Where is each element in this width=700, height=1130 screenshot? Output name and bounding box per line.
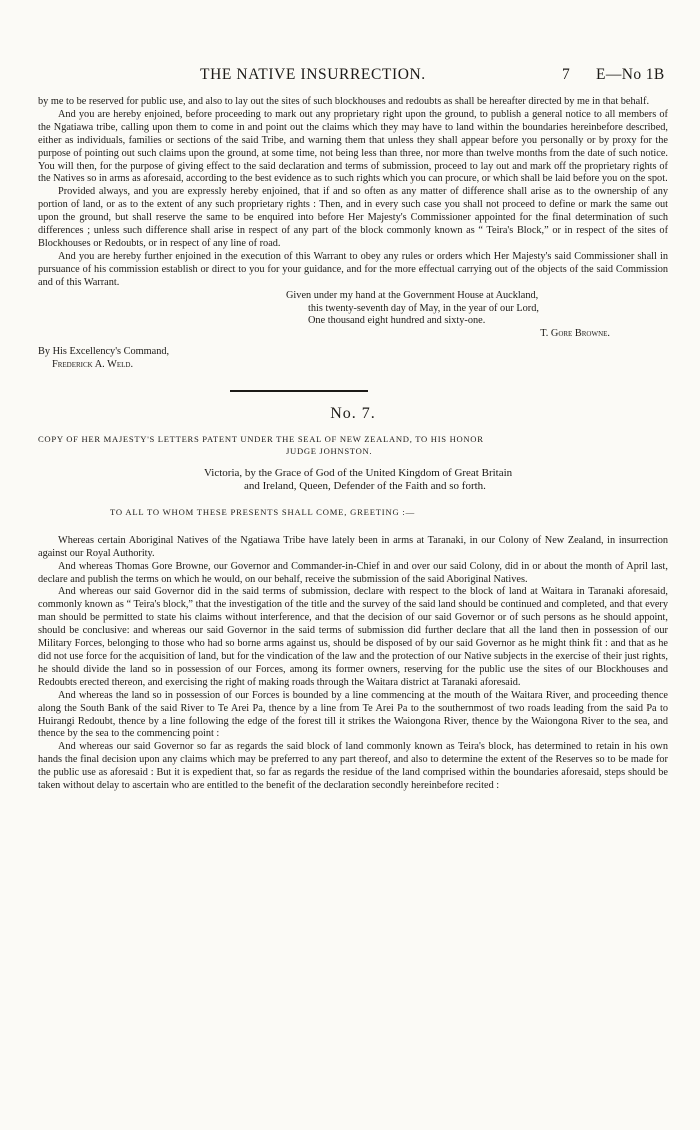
- signature-line: this twenty-seventh day of May, in the year of our Lord,: [308, 302, 539, 314]
- paragraph: And whereas Thomas Gore Browne, our Governor and Commander-in-Chief in and over our said Colony, did in or about the month of April last, declare and publish the terms on which he would, on our behalf, receive the submission of the said Aboriginal Natives.: [38, 560, 668, 585]
- caption-line: COPY OF HER MAJESTY'S LETTERS PATENT UNDER THE SEAL OF NEW ZEALAND, TO HIS HONOR: [38, 433, 484, 444]
- running-title: THE NATIVE INSURRECTION.: [200, 66, 426, 83]
- section-heading: No. 7.: [330, 405, 376, 423]
- signature-line: One thousand eight hundred and sixty-one.: [308, 315, 486, 327]
- command-signatory: Frederick A. Weld.: [52, 359, 134, 371]
- paragraph: by me to be reserved for public use, and also to lay out the sites of such blockhouses and redoubts as shall be hereafter directed by me in that behalf.: [38, 96, 650, 107]
- spacer: [38, 519, 668, 535]
- paragraph: And whereas the land so in possession of our Forces is bounded by a line commencing at the mouth of the Waitara River, and proceeding thence along the South Bank of the said River to Te Arei Pa, thence by a line from Te Arei Pa to the southernmost of two roads leading from the said Pa to Huirangi Redoubt, thence by a line following the edge of the forest till it strikes the Waiongona River, thence by the Waiongona River to the sea, and thence by the sea to the commencing point :: [38, 689, 668, 740]
- royal-style-line: and Ireland, Queen, Defender of the Faith and so forth.: [244, 480, 486, 493]
- paragraph: And you are hereby further enjoined in the execution of this Warrant to obey any rules or orders which Her Majesty's said Commissioner shall in pursuance of his commission establish or direct to you for your guidance, and for the more effectual carrying out of the objects of the said Commission and of this Warrant.: [38, 250, 668, 288]
- royal-style-line: Victoria, by the Grace of God of the United Kingdom of Great Britain: [204, 466, 513, 479]
- signatory-name: T. Gore Browne.: [540, 328, 610, 340]
- command-block: [38, 346, 668, 372]
- paragraph: Whereas certain Aboriginal Natives of the Ngatiawa Tribe have lately been in arms at Taranaki, in our Colony of New Zealand, in insurrection against our Royal Authority.: [38, 534, 668, 559]
- paragraph: And you are hereby enjoined, before proceeding to mark out any proprietary right upon the ground, to publish a general notice to all members of the Ngatiawa tribe, calling upon them to come in and point out the claims which they may have to land within the boundaries hereinbefore described, either as individuals, families or sections of the said Tribe, and warning them that unless they shall appear before you personally or by proxy for the purpose of pointing out such claims upon the ground, at some time, not being less than three, nor more than twelve months from the date of such notice. You will then, for the purpose of giving effect to the said declaration and terms of submission, proceed to lay out and mark off the proprietary rights of the Natives so in arms as aforesaid, according to the best evidence as to such rights which you can procure, or which shall be laid before you on the spot.: [38, 108, 668, 185]
- document-caption: [38, 433, 668, 458]
- greeting-line: TO ALL TO WHOM THESE PRESENTS SHALL COME, GREETING :—: [110, 506, 415, 517]
- page-number: 7: [562, 66, 570, 83]
- paragraph: And whereas our said Governor did in the said terms of submission, declare with respect to the block of land at Waitara in Taranaki aforesaid, commonly known as “ Teira's block,” that the investigation of the title and the survey of the said land should be continued and completed, and that every man should be permitted to state his claims without interference, and that the decision of our said Governor or of such persons as he should appoint, should be conclusive: and whereas our said Governor in the said terms of submission did further declare that all the land then in possession of our Military Forces, belonging to those who had so borne arms against us, should be disposed of by our said Governor as he might think fit : and that as he did not use force for the acquisition of land, but for the vindication of the law and the protection of our Native subjects in the exercise of their just rights, he should divide the land so in possession of our Forces, among its former owners, reserving for the public use the sites of our Blockhouses and Redoubts erected thereon, and exercising the right of making roads through the Waitara district at Taranaki aforesaid.: [38, 586, 668, 688]
- paragraph: Provided always, and you are expressly hereby enjoined, that if and so often as any matter of difference shall arise as to the ownership of any portion of land, or as to the extent of any such proprietary rights : Then, and in every such case you shall not proceed to define or mark the same out upon the ground, but shall reserve the same to be enquired into before Her Majesty's Commissioner appointed for the final determination of such differences ; unless such difference shall arise in respect of any part of the block commonly known as “ Teira's Block,” or in respect of the sites of Blockhouses or Redoubts, or in respect of any line of road.: [38, 186, 668, 249]
- royal-style: [204, 467, 668, 494]
- signature-line: Given under my hand at the Government House at Auckland,: [286, 289, 539, 301]
- caption-line: JUDGE JOHNSTON.: [286, 446, 373, 457]
- document-reference: E—No 1B: [596, 66, 665, 83]
- signature-block: [286, 290, 668, 342]
- page-header: [0, 66, 700, 84]
- paragraph: And whereas our said Governor so far as regards the said block of land commonly known as Teira's block, has determined to retain in his own hands the final decision upon any claims which may be preferred to any part thereof, and also to determine the extent of the Reserves so to be made for the public use as aforesaid : But it is expedient that, so far as regards the residue of the land comprised within the boundaries aforesaid, steps should be taken without delay to ascertain who are entitled to the benefit of the declaration secondly hereinbefore recited :: [38, 741, 668, 792]
- section-divider: [230, 390, 368, 392]
- page-body: [38, 96, 668, 793]
- command-line: By His Excellency's Command,: [38, 346, 170, 358]
